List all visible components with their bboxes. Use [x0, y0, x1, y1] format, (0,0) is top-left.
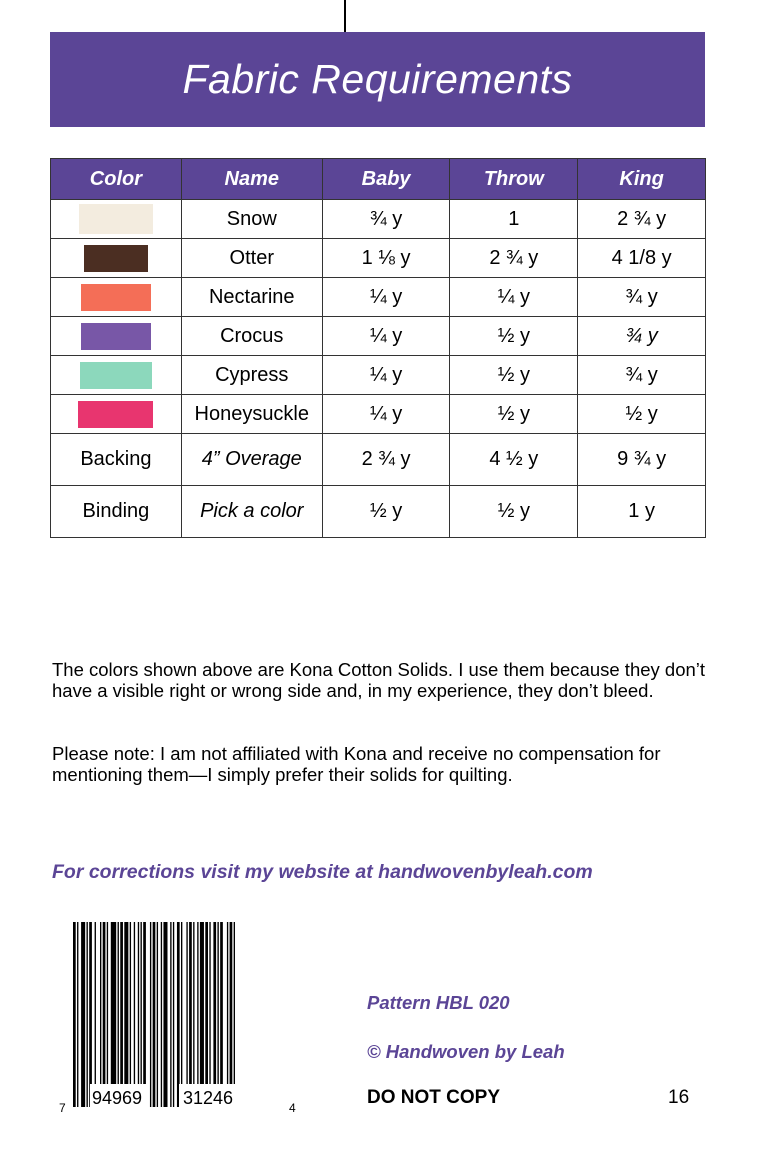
barcode-bar	[100, 922, 101, 1107]
barcode-left-digits: 94969	[92, 1088, 143, 1108]
king-amount: 2 ¾ y	[578, 200, 706, 239]
throw-amount: 2 ¾ y	[450, 239, 578, 278]
king-amount: ¾ y	[578, 317, 706, 356]
barcode-bar	[163, 922, 167, 1107]
throw-amount: 4 ½ y	[450, 434, 578, 486]
affiliation-paragraph: Please note: I am not affiliated with Kona and receive no compensation for mentioning them—I simply prefer their solids for quilting.	[52, 743, 661, 785]
barcode-bar	[161, 922, 162, 1107]
baby-amount: ¼ y	[322, 278, 450, 317]
table-row	[51, 434, 706, 486]
do-not-copy: DO NOT COPY	[367, 1087, 501, 1108]
fabric-name: Pick a color	[181, 486, 322, 538]
barcode-bar	[130, 922, 131, 1107]
baby-amount: ¼ y	[322, 395, 450, 434]
baby-amount: ¼ y	[322, 317, 450, 356]
king-amount: ½ y	[578, 395, 706, 434]
barcode-bar	[89, 922, 92, 1107]
baby-amount: ½ y	[322, 486, 450, 538]
barcode-bar	[141, 922, 142, 1107]
king-amount: 1 y	[578, 486, 706, 538]
barcode-bar	[103, 922, 106, 1107]
barcode-bar	[138, 922, 139, 1107]
king-amount: 9 ¾ y	[578, 434, 706, 486]
corrections-link[interactable]: For corrections visit my website at handwovenbyleah.com	[52, 861, 593, 883]
king-amount: ¾ y	[578, 278, 706, 317]
fabric-name: Cypress	[181, 356, 322, 395]
fabric-name: Nectarine	[181, 278, 322, 317]
barcode-bar	[189, 922, 192, 1107]
fabric-table	[50, 158, 706, 538]
barcode-bar	[170, 922, 171, 1107]
barcode-bar	[157, 922, 158, 1107]
barcode-bar	[177, 922, 180, 1107]
barcode-bar	[197, 922, 198, 1107]
barcode-bar	[213, 922, 216, 1107]
barcode-bar	[200, 922, 204, 1107]
table-row	[51, 395, 706, 434]
throw-amount: ¼ y	[450, 278, 578, 317]
barcode-bar	[181, 922, 182, 1107]
barcode-bar	[209, 922, 210, 1107]
barcode-bar	[234, 922, 235, 1107]
kona-note-paragraph: The colors shown above are Kona Cotton Solids. I use them because they don’t have a visible right or wrong side and, in my experience, they don’t bleed.	[52, 659, 706, 701]
color-swatch	[84, 245, 148, 272]
throw-amount: ½ y	[450, 395, 578, 434]
barcode-bar	[193, 922, 194, 1107]
row-label-binding: Binding	[51, 486, 182, 538]
barcode-trail-digit: 4	[289, 1101, 296, 1115]
barcode-bar	[230, 922, 233, 1107]
barcode-bar	[153, 922, 156, 1107]
barcode-bar	[120, 922, 123, 1107]
table-row	[51, 200, 706, 239]
table-row	[51, 356, 706, 395]
header-color: Color	[51, 159, 182, 200]
page-title: Fabric Requirements	[182, 56, 573, 102]
header-baby: Baby	[322, 159, 450, 200]
barcode-bar	[124, 922, 128, 1107]
fold-line	[344, 0, 346, 32]
throw-amount: ½ y	[450, 317, 578, 356]
color-swatch	[80, 362, 152, 389]
color-swatch	[81, 323, 151, 350]
table-row	[51, 317, 706, 356]
baby-amount: 1 ⅛ y	[322, 239, 450, 278]
barcode-bar	[134, 922, 135, 1107]
king-amount: 4 1/8 y	[578, 239, 706, 278]
copyright: © Handwoven by Leah	[367, 1041, 565, 1062]
barcode-bar	[107, 922, 108, 1107]
barcode-bar	[143, 922, 146, 1107]
row-label-backing: Backing	[51, 434, 182, 486]
baby-amount: ¼ y	[322, 356, 450, 395]
baby-amount: ¾ y	[322, 200, 450, 239]
barcode-bar	[95, 922, 96, 1107]
barcode-bar	[111, 922, 116, 1107]
barcode-lead-digit: 7	[59, 1101, 66, 1115]
header-throw: Throw	[450, 159, 578, 200]
table-row	[51, 239, 706, 278]
barcode-bar	[81, 922, 85, 1107]
table-row	[51, 278, 706, 317]
barcode-bar	[73, 922, 76, 1107]
barcode-bar	[186, 922, 187, 1107]
throw-amount: 1	[450, 200, 578, 239]
header-name: Name	[181, 159, 322, 200]
fabric-name: Honeysuckle	[181, 395, 322, 434]
barcode-bar	[205, 922, 208, 1107]
barcode-bar	[118, 922, 119, 1107]
table-header-row	[51, 159, 706, 200]
color-swatch	[78, 401, 153, 428]
title-banner	[50, 32, 705, 127]
pattern-number: Pattern HBL 020	[367, 992, 510, 1013]
barcode-bar	[77, 922, 78, 1107]
barcode	[55, 922, 305, 1117]
throw-amount: ½ y	[450, 356, 578, 395]
barcode-bar	[150, 922, 151, 1107]
barcode-bar	[227, 922, 228, 1107]
color-swatch	[81, 284, 151, 311]
fabric-name: Snow	[181, 200, 322, 239]
fabric-name: Otter	[181, 239, 322, 278]
barcode-bar	[217, 922, 218, 1107]
table-row	[51, 486, 706, 538]
color-swatch	[79, 204, 153, 234]
page-number: 16	[668, 1087, 690, 1108]
throw-amount: ½ y	[450, 486, 578, 538]
baby-amount: 2 ¾ y	[322, 434, 450, 486]
fabric-name: Crocus	[181, 317, 322, 356]
barcode-bars	[73, 922, 235, 1107]
barcode-bar	[173, 922, 174, 1107]
barcode-bar	[87, 922, 88, 1107]
fabric-name: 4” Overage	[181, 434, 322, 486]
barcode-right-digits: 31246	[183, 1088, 234, 1108]
header-king: King	[578, 159, 706, 200]
king-amount: ¾ y	[578, 356, 706, 395]
barcode-bar	[220, 922, 223, 1107]
